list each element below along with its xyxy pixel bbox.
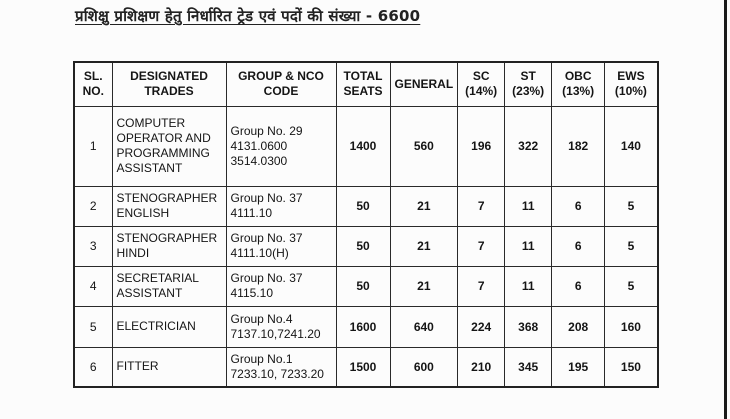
cell-trade: SECRETARIAL ASSISTANT xyxy=(112,266,226,306)
header-obc: OBC (13%) xyxy=(552,62,605,106)
cell-sl: 5 xyxy=(74,306,112,347)
cell-obc: 6 xyxy=(552,186,605,226)
cell-general: 560 xyxy=(390,106,458,186)
table-row xyxy=(74,266,658,306)
cell-total: 50 xyxy=(336,266,390,306)
cell-st: 11 xyxy=(505,266,552,306)
cell-ews: 150 xyxy=(605,347,658,387)
cell-sc: 7 xyxy=(458,226,505,266)
table-row xyxy=(74,306,658,347)
cell-sc: 224 xyxy=(458,306,505,347)
header-ews: EWS (10%) xyxy=(605,62,658,106)
cell-group: Group No. 37 4111.10 xyxy=(226,186,336,226)
table-row xyxy=(74,106,658,186)
cell-sl: 6 xyxy=(74,347,112,387)
cell-group: Group No. 37 4115.10 xyxy=(226,266,336,306)
cell-general: 21 xyxy=(390,266,458,306)
header-sl-no: SL. NO. xyxy=(74,62,112,106)
seats-table xyxy=(73,61,659,388)
cell-st: 368 xyxy=(505,306,552,347)
header-sc: SC (14%) xyxy=(458,62,505,106)
header-st: ST (23%) xyxy=(505,62,552,106)
cell-total: 50 xyxy=(336,186,390,226)
header-general: GENERAL xyxy=(390,62,458,106)
cell-trade: COMPUTER OPERATOR AND PROGRAMMING ASSISTANT xyxy=(112,106,226,186)
cell-general: 640 xyxy=(390,306,458,347)
cell-group: Group No. 29 4131.0600 3514.0300 xyxy=(226,106,336,186)
cell-ews: 160 xyxy=(605,306,658,347)
cell-st: 322 xyxy=(505,106,552,186)
page-title: प्रशिक्षु प्रशिक्षण हेतु निर्धारित ट्रेड एवं पदों की संख्या - 6600 xyxy=(75,7,421,25)
cell-obc: 195 xyxy=(552,347,605,387)
cell-general: 600 xyxy=(390,347,458,387)
cell-sc: 210 xyxy=(458,347,505,387)
cell-obc: 6 xyxy=(552,226,605,266)
cell-total: 1500 xyxy=(336,347,390,387)
cell-ews: 5 xyxy=(605,226,658,266)
cell-general: 21 xyxy=(390,186,458,226)
cell-trade: FITTER xyxy=(112,347,226,387)
cell-ews: 5 xyxy=(605,266,658,306)
table-row xyxy=(74,347,658,387)
cell-general: 21 xyxy=(390,226,458,266)
cell-group: Group No.4 7137.10,7241.20 xyxy=(226,306,336,347)
cell-trade: STENOGRAPHER ENGLISH xyxy=(112,186,226,226)
cell-st: 345 xyxy=(505,347,552,387)
cell-total: 1400 xyxy=(336,106,390,186)
cell-sl: 3 xyxy=(74,226,112,266)
page-edge-rule xyxy=(724,0,727,419)
table-header-row xyxy=(74,62,658,106)
table-row xyxy=(74,226,658,266)
cell-st: 11 xyxy=(505,186,552,226)
cell-ews: 5 xyxy=(605,186,658,226)
header-designated-trades: DESIGNATED TRADES xyxy=(112,62,226,106)
cell-obc: 208 xyxy=(552,306,605,347)
cell-sc: 196 xyxy=(458,106,505,186)
cell-sl: 1 xyxy=(74,106,112,186)
cell-sc: 7 xyxy=(458,186,505,226)
cell-st: 11 xyxy=(505,226,552,266)
cell-obc: 182 xyxy=(552,106,605,186)
cell-total: 1600 xyxy=(336,306,390,347)
cell-group: Group No. 37 4111.10(H) xyxy=(226,226,336,266)
cell-sl: 2 xyxy=(74,186,112,226)
cell-trade: ELECTRICIAN xyxy=(112,306,226,347)
cell-group: Group No.1 7233.10, 7233.20 xyxy=(226,347,336,387)
cell-sc: 7 xyxy=(458,266,505,306)
table-row xyxy=(74,186,658,226)
header-total-seats: TOTAL SEATS xyxy=(336,62,390,106)
cell-trade: STENOGRAPHER HINDI xyxy=(112,226,226,266)
cell-ews: 140 xyxy=(605,106,658,186)
cell-obc: 6 xyxy=(552,266,605,306)
cell-sl: 4 xyxy=(74,266,112,306)
header-group-nco-code: GROUP & NCO CODE xyxy=(226,62,336,106)
cell-total: 50 xyxy=(336,226,390,266)
